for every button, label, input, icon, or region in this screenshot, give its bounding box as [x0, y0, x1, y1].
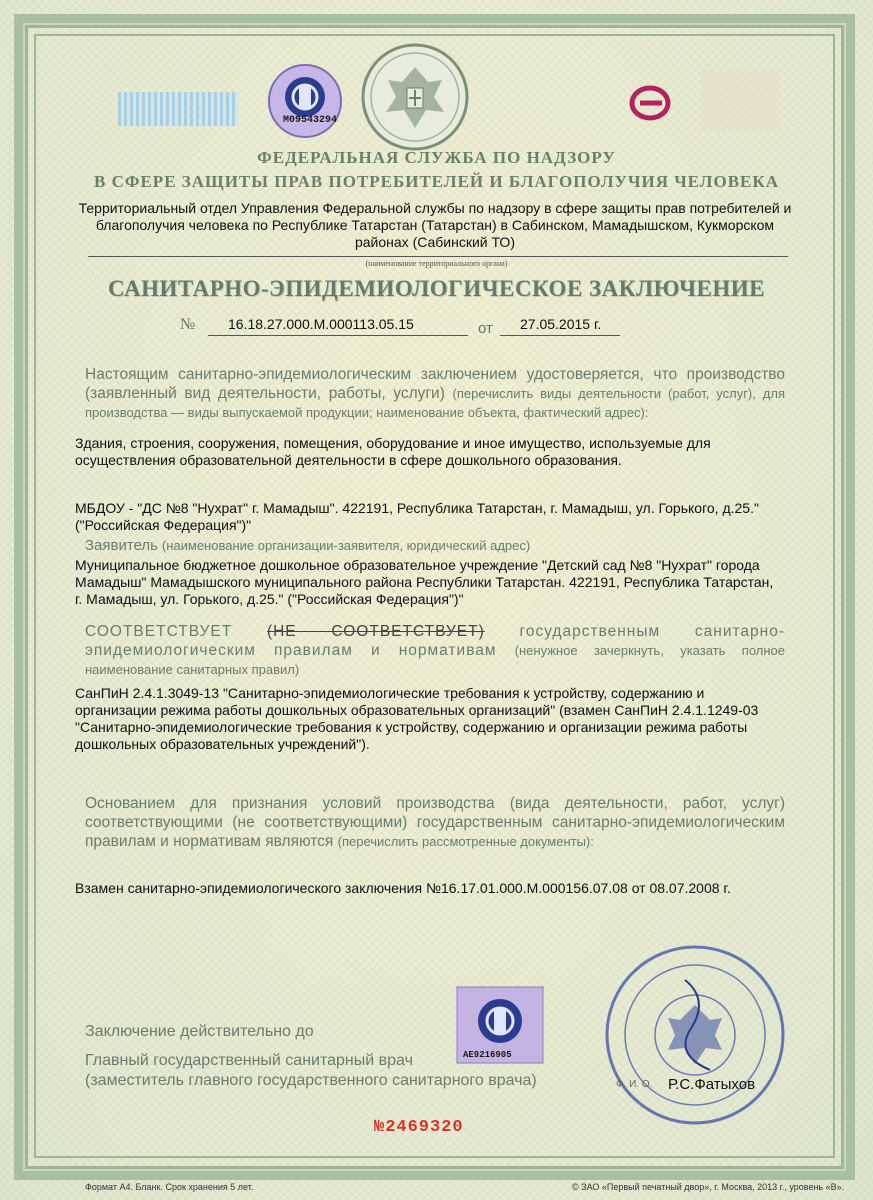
applicant-details: Муниципальное бюджетное дошкольное образовательное учреждение "Детский сад №8 "Нухрат" города Мамадыш" Мамадышского муниципального района Республики Татарстан. 422191, Республика Татарстан, г. Мамадыш, ул. Горького, д.25." ("Российская Федерация")" [75, 557, 774, 607]
sanitary-rules: СанПиН 2.4.1.3049-13 "Санитарно-эпидемиологические требования к устройству, содержанию и организации режима работы дошкольных образовательных организаций" (взамен СанПиН 2.4.1.1249-03 "Санитарно-эпидемиологические требования к устройству, содержанию и организации режима работы дошкольных образовательных учреждений"). [75, 685, 759, 752]
compliance-paragraph [85, 622, 785, 679]
footer-format: Формат А4. Бланк. Срок хранения 5 лет. [85, 1182, 254, 1192]
applicant-label-row [85, 536, 785, 555]
organ-underline [88, 256, 788, 257]
heading-line-1: ФЕДЕРАЛЬНАЯ СЛУЖБА ПО НАДЗОРУ [257, 148, 616, 167]
seal-number-bottom: AE9216905 [463, 1050, 512, 1060]
paragraph-production [85, 365, 785, 422]
paragraph-production-main: Настоящим санитарно-эпидемиологическим заключением удостоверяется, что производство (заявленный вид деятельности, работы, услуги) [85, 366, 785, 402]
conclusion-date: 27.05.2015 г. [520, 316, 602, 332]
seal-number: M09543294 [283, 115, 338, 126]
russian-eagle-emblem-icon [360, 42, 470, 152]
compliance-text: государственным санитарно-эпидемиологическим правилам и нормативам [85, 623, 786, 659]
serial-number: №2469320 [374, 1118, 464, 1137]
faded-hologram-area [700, 70, 780, 130]
fio-label: Ф. И. О. [616, 1079, 653, 1090]
basis-hint: (перечислить рассмотренные документы): [337, 834, 594, 849]
basis-text: Основанием для признания условий производства (вида деятельности, работ, услуг) соответствующими (не соответствующими) государственным санитарно-эпидемиологическим правилам и нормативам являются [85, 795, 785, 850]
compliance-hint: (ненужное зачеркнуть, указать полное наименование санитарных правил) [85, 643, 786, 677]
doctor-title-line-2: (заместитель главного государственного санитарного врача) [85, 1072, 537, 1089]
activity-description: Здания, строения, сооружения, помещения, оборудование и иное имущество, используемые для осуществления образовательной деятельности в сфере дошкольного образования. [75, 435, 711, 468]
hologram-icon [118, 92, 238, 126]
complies-label: СООТВЕТСТВУЕТ [85, 623, 233, 640]
document-title: САНИТАРНО-ЭПИДЕМИОЛОГИЧЕСКОЕ ЗАКЛЮЧЕНИЕ [108, 276, 765, 301]
validity-label: Заключение действительно до [85, 1023, 314, 1040]
rosstandart-seal-icon [263, 63, 347, 143]
number-label: № [180, 316, 196, 333]
object-address: МБДОУ - "ДС №8 "Нухрат" г. Мамадыш". 422191, Республика Татарстан, г. Мамадыш, ул. Горького, д.25." ("Российская Федерация")" [75, 500, 759, 533]
conclusion-number: 16.18.27.000.М.000113.05.15 [228, 316, 414, 332]
heading-line-2: В СФЕРЕ ЗАЩИТЫ ПРАВ ПОТРЕБИТЕЛЕЙ И БЛАГОПОЛУЧИЯ ЧЕЛОВЕКА [94, 172, 779, 191]
basis-paragraph [85, 794, 785, 851]
territorial-organ: Территориальный отдел Управления Федеральной службы по надзору в сфере защиты прав потребителей и благополучия человека по Республике Татарстан (Татарстан) в Сабинском, Мамадышском, Кукморском районах (Сабинский ТО) [78, 200, 792, 250]
date-underline [500, 335, 620, 336]
date-label: от [478, 320, 493, 337]
organ-caption: (наименование территориального органа) [365, 259, 508, 268]
doctor-title-line-1: Главный государственный санитарный врач [85, 1052, 413, 1069]
official-round-stamp-icon [600, 940, 790, 1130]
signer-name: Р.С.Фатыхов [668, 1076, 756, 1093]
not-complies-struck: (НЕ СООТВЕТСТВУЕТ) [266, 623, 485, 640]
basis-documents: Взамен санитарно-эпидемиологического заключения №16.17.01.000.М.000156.07.08 от 08.07.2008 г. [75, 880, 731, 896]
paragraph-production-hint: (перечислить виды деятельности (работ, услуг), для производства — виды выпускаемой продукции; наименование объекта, фактический адрес): [85, 386, 785, 420]
applicant-hint: (наименование организации-заявителя, юридический адрес) [161, 538, 531, 553]
rosstandart-seal-icon [455, 985, 545, 1065]
number-underline [208, 335, 468, 336]
se-logo-icon [610, 80, 690, 126]
footer-printer: © ЗАО «Первый печатный двор», г. Москва, 2013 г., уровень «В». [572, 1182, 845, 1192]
applicant-label: Заявитель [85, 537, 158, 554]
